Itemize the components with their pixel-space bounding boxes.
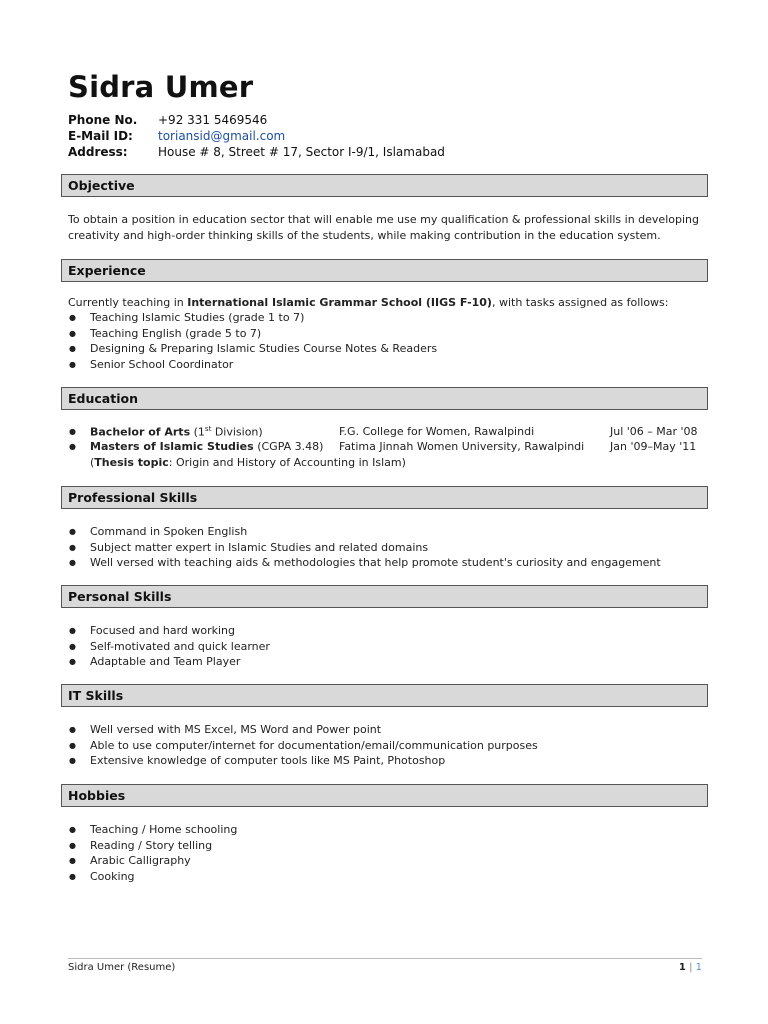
list-item: ● Subject matter expert in Islamic Studies and related domains (68, 540, 661, 556)
bullet-icon: ● (69, 427, 76, 436)
list-item: ● Command in Spoken English (68, 524, 661, 540)
hobbies-heading-label: Hobbies (68, 788, 126, 803)
list-item: ● Well versed with teaching aids & methodologies that help promote student's curiosity and engagement (68, 555, 661, 571)
education-institution: F.G. College for Women, Rawalpindi (339, 425, 535, 438)
it-skills-list (68, 722, 538, 769)
objective-heading-label: Objective (68, 178, 135, 193)
experience-heading (61, 259, 708, 282)
address-value: House # 8, Street # 17, Sector I-9/1, Islamabad (158, 145, 445, 159)
bullet-icon: ● (69, 442, 76, 451)
professional-skills-heading-label: Professional Skills (68, 490, 198, 505)
current-page: 1 (678, 962, 686, 973)
page-number (679, 962, 702, 973)
list-item: ● Well versed with MS Excel, MS Word and Power point (68, 722, 538, 738)
education-institution: Fatima Jinnah Women University, Rawalpindi (339, 440, 585, 453)
education-dates: Jan '09–May '11 (610, 440, 697, 453)
hobbies-heading (61, 784, 708, 807)
personal-skills-list (68, 623, 270, 670)
list-item: ● Teaching / Home schooling (68, 822, 237, 838)
experience-heading-label: Experience (68, 263, 146, 278)
objective-heading (61, 174, 708, 197)
degree-name: Bachelor of Arts (90, 425, 191, 439)
personal-skills-heading (61, 585, 708, 608)
footer-divider (68, 958, 702, 959)
list-item: ● Focused and hard working (68, 623, 270, 639)
thesis-text: : Origin and History of Accounting in Islam) (168, 456, 406, 469)
list-item: ● Senior School Coordinator (68, 357, 437, 373)
education-row (68, 425, 708, 441)
phone-label: Phone No. (68, 113, 138, 127)
professional-skills-list (68, 524, 661, 571)
experience-list (68, 310, 437, 372)
experience-intro-suffix: , with tasks assigned as follows: (491, 296, 669, 309)
degree-detail-sup: st (204, 425, 212, 433)
thesis-open: ( (90, 456, 95, 469)
education-heading (61, 387, 708, 410)
hobbies-list (68, 822, 237, 884)
list-item: ● Arabic Calligraphy (68, 853, 237, 869)
thesis-line (90, 456, 406, 469)
footer-title: Sidra Umer (Resume) (68, 962, 176, 973)
list-item: ● Able to use computer/internet for documentation/email/communication purposes (68, 738, 538, 754)
personal-skills-heading-label: Personal Skills (68, 589, 172, 604)
degree-detail-prefix: (1 (190, 425, 205, 439)
address-label: Address: (68, 145, 128, 159)
education-row (68, 440, 708, 456)
page-separator: | (689, 962, 693, 973)
degree-name: Masters of Islamic Studies (90, 440, 254, 453)
experience-intro-prefix: Currently teaching in (68, 296, 188, 309)
education-dates: Jul '06 – Mar '08 (610, 425, 698, 438)
degree-detail-suffix: Division) (211, 425, 263, 439)
list-item: ● Cooking (68, 869, 237, 885)
list-item: ● Designing & Preparing Islamic Studies Course Notes & Readers (68, 341, 437, 357)
it-skills-heading-label: IT Skills (68, 688, 124, 703)
list-item: ● Extensive knowledge of computer tools like MS Paint, Photoshop (68, 753, 538, 769)
education-degree (90, 440, 323, 453)
degree-detail: (CGPA 3.48) (253, 440, 324, 453)
total-pages: 1 (695, 962, 702, 973)
experience-intro (68, 295, 708, 311)
email-label: E-Mail ID: (68, 129, 133, 143)
objective-text: To obtain a position in education sector that will enable me use my qualification & professional skills in developing creativity and high-order thinking skills of the students, while making contribution in the education system. (68, 213, 699, 242)
thesis-label: Thesis topic (94, 456, 169, 469)
list-item: ● Teaching Islamic Studies (grade 1 to 7) (68, 310, 437, 326)
professional-skills-heading (61, 486, 708, 509)
email-link[interactable]: toriansid@gmail.com (158, 129, 286, 143)
list-item: ● Self-motivated and quick learner (68, 639, 270, 655)
list-item: ● Adaptable and Team Player (68, 654, 270, 670)
education-heading-label: Education (68, 391, 138, 406)
phone-value: +92 331 5469546 (158, 113, 268, 127)
it-skills-heading (61, 684, 708, 707)
candidate-name: Sidra Umer (68, 70, 254, 104)
list-item: ● Reading / Story telling (68, 838, 237, 854)
education-degree (90, 425, 263, 439)
list-item: ● Teaching English (grade 5 to 7) (68, 326, 437, 342)
experience-school: International Islamic Grammar School (IIGS F-10) (187, 296, 492, 309)
